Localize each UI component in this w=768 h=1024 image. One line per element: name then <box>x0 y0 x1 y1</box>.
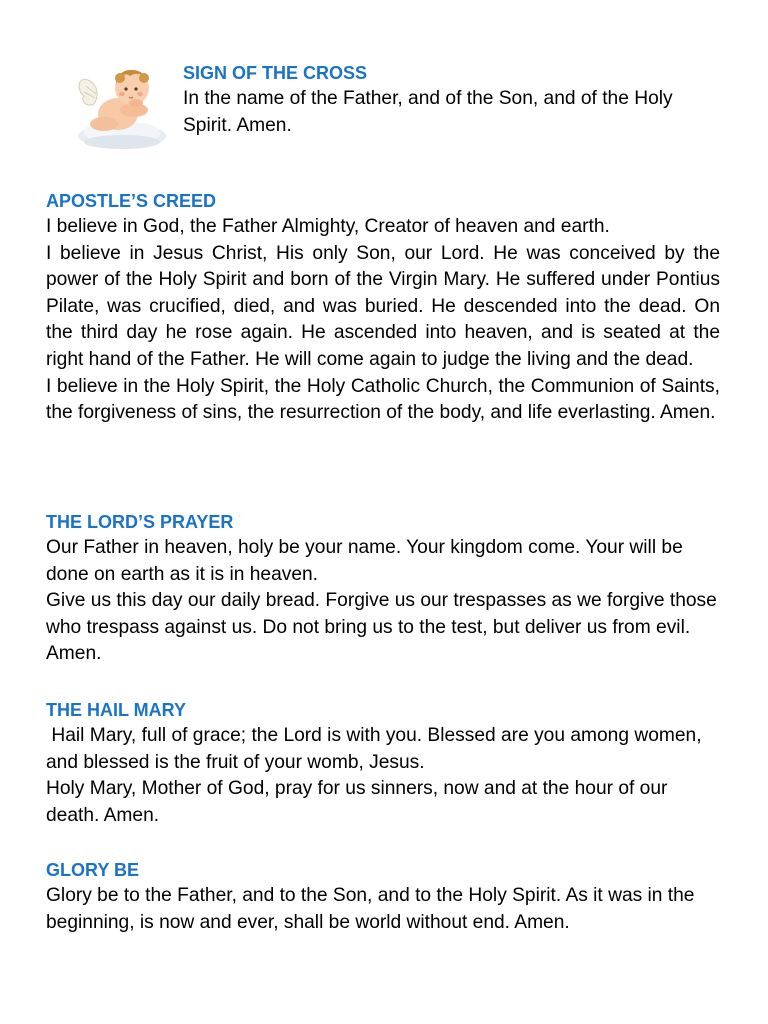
lords-prayer-title: THE LORD’S PRAYER <box>46 512 234 532</box>
hail-mary-paragraph: Holy Mary, Mother of God, pray for us sinners, now and at the hour of our death. Amen. <box>46 778 668 826</box>
cherub-angel-icon <box>74 56 170 152</box>
glory-be-title: GLORY BE <box>46 860 140 880</box>
lords-prayer-section <box>46 509 720 668</box>
sign-of-cross-text: In the name of the Father, and of the Son, and of the Holy Spirit. Amen. <box>183 88 673 136</box>
hail-mary-paragraph: Hail Mary, full of grace; the Lord is with you. Blessed are you among women, and blessed is the fruit of your womb, Jesus. <box>46 725 702 773</box>
glory-be-section <box>46 857 720 936</box>
hail-mary-section <box>46 697 720 829</box>
apostles-creed-title: APOSTLE’S CREED <box>46 191 217 211</box>
glory-be-text: Glory be to the Father, and to the Son, and to the Holy Spirit. As it was in the beginning, is now and ever, shall be world without end. Amen. <box>46 885 695 933</box>
apostles-creed-section <box>46 188 720 427</box>
sign-of-cross-title: SIGN OF THE CROSS <box>183 63 368 83</box>
apostles-creed-paragraph: I believe in the Holy Spirit, the Holy Catholic Church, the Communion of Saints, the forgiveness of sins, the resurrection of the body, and life everlasting. Amen. <box>46 375 720 424</box>
sign-of-cross-section <box>183 60 723 139</box>
apostles-creed-paragraph: I believe in God, the Father Almighty, Creator of heaven and earth. <box>46 216 610 237</box>
hail-mary-title: THE HAIL MARY <box>46 700 187 720</box>
lords-prayer-paragraph: Give us this day our daily bread. Forgive us our trespasses as we forgive those who trespass against us. Do not bring us to the test, but deliver us from evil. Amen. <box>46 590 717 665</box>
lords-prayer-paragraph: Our Father in heaven, holy be your name. Your kingdom come. Your will be done on earth as it is in heaven. <box>46 537 683 585</box>
apostles-creed-paragraph: I believe in Jesus Christ, His only Son, our Lord. He was conceived by the power of the Holy Spirit and born of the Virgin Mary. He suffered under Pontius Pilate, was crucified, died, and was buried. He descended into the dead. On the third day he rose again. He ascended into heaven, and is seated at the right hand of the Father. He will come again to judge the living and the dead. <box>46 242 720 370</box>
